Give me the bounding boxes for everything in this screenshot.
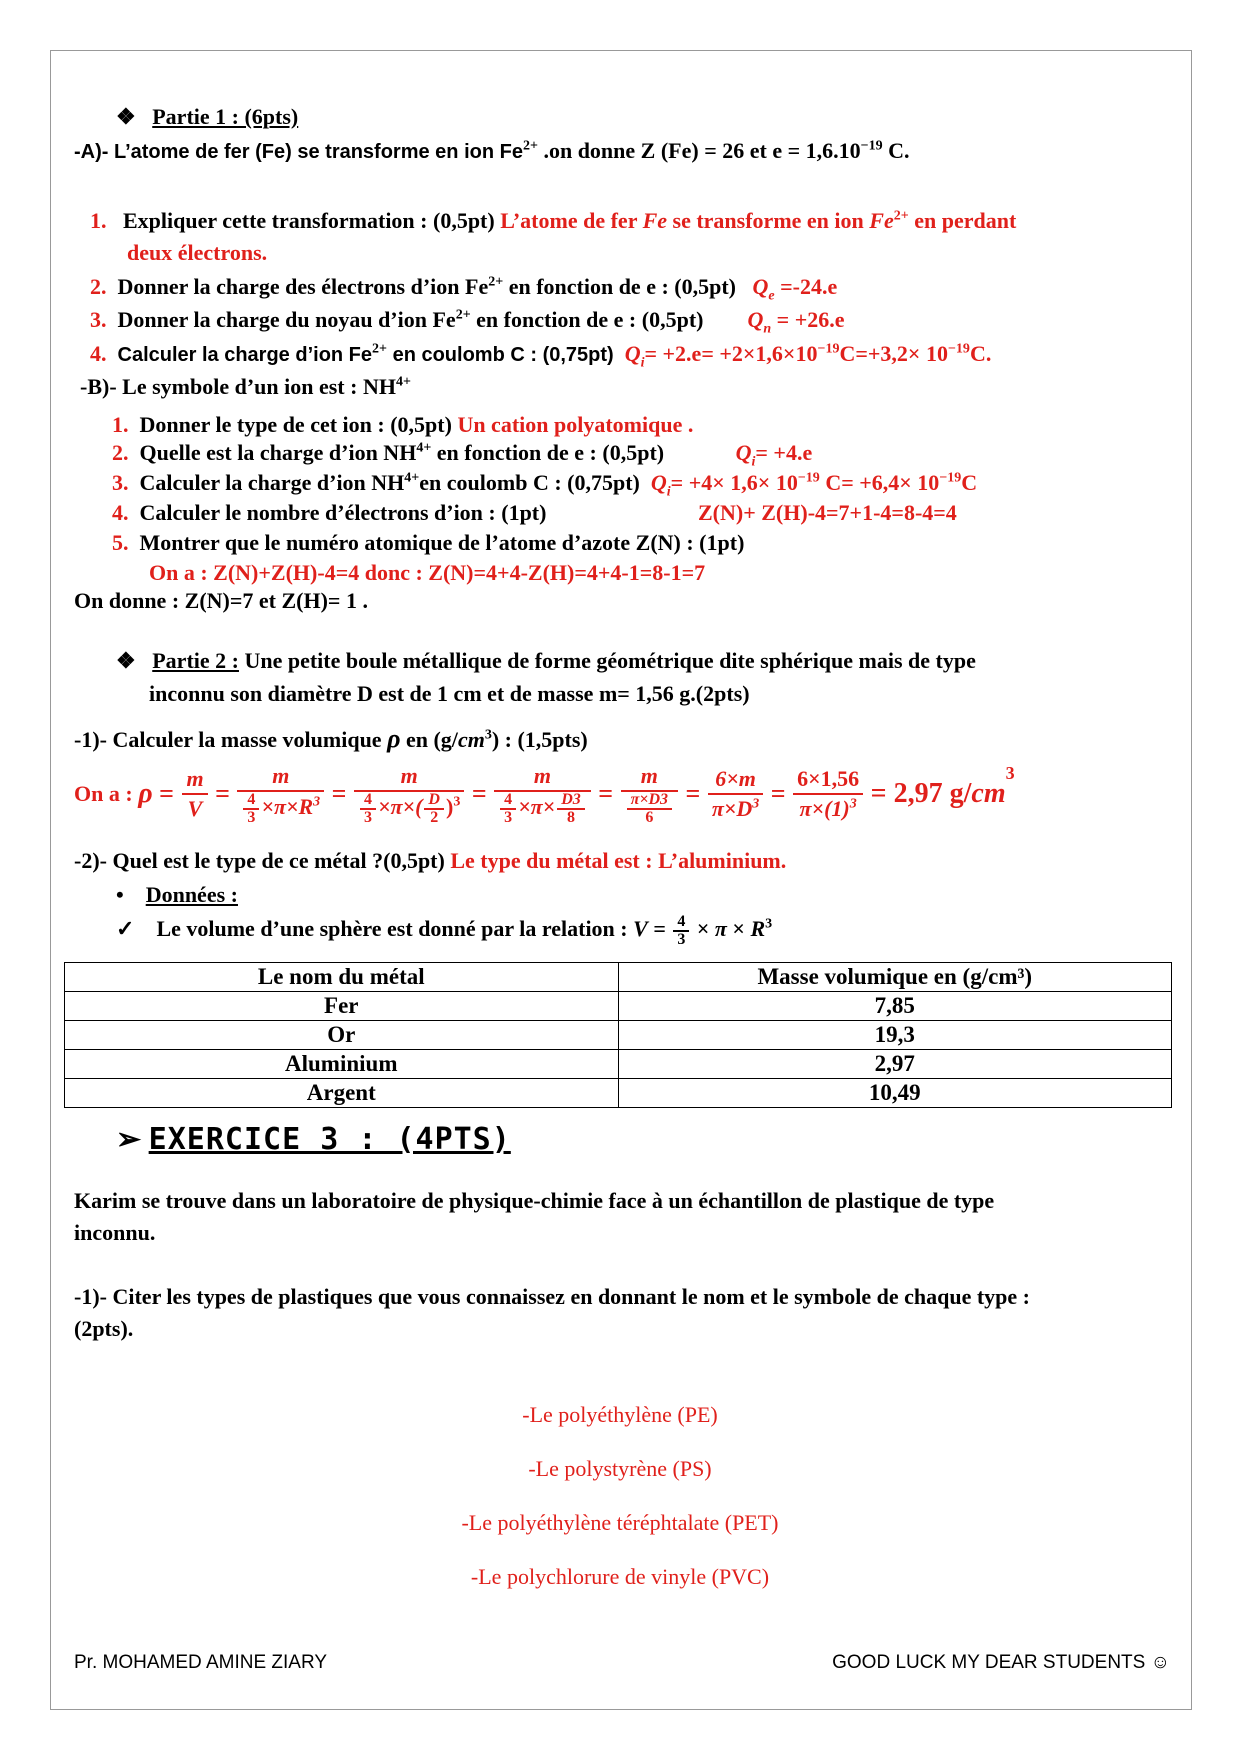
- table-cell: Argent: [65, 1079, 619, 1108]
- table-row: [65, 992, 1172, 1021]
- question-a2: 2. Donner la charge des électrons d’ion $Fe^{2+}$ en fonction de e : (0,5pt) $Q_e =-24.e$: [90, 274, 838, 304]
- density-formula: On a : ρ = $\frac{m}{V}$ = m $\frac{4}{3}$ $\times\pi\times R^3$ = m $\frac{4}{3}$ ×π×( $\frac{D}{2}$ )$^3$ = m $\frac{4}{3}$ ×π× $\frac{D3}{8}$ = $\frac{m}{\frac{\pi\times D3}{6}}$ = $\frac{6\times m}{\pi\times D^3}$ = $\frac{6\times 1,56}{\pi\times(1)^3}$ = 2,97 $g/cm^3$: [74, 763, 1015, 826]
- question-b5: 5. Montrer que le numéro atomique de l’atome d’azote Z(N) : (1pt): [112, 530, 745, 555]
- partie2-intro-line2: inconnu son diamètre D est de 1 cm et de masse m= 1,56 g.(2pts): [149, 681, 750, 706]
- fraction-5: $\frac{m}{\frac{\pi\times D3}{6}}$: [621, 762, 678, 826]
- fraction-7: $\frac{6\times 1,56}{\pi\times(1)^3}$: [793, 765, 863, 823]
- table-row: [65, 1021, 1172, 1050]
- volume-relation: ✓ Le volume d’une sphère est donné par la relation : V = $\frac{4}{3}$ × $\pi \times R^3$: [116, 913, 773, 948]
- fraction-6: $\frac{6\times m}{\pi\times D^3}$: [708, 765, 763, 823]
- arrow-bullet-icon: ➢: [116, 1123, 142, 1156]
- exercice3-q1-line1: -1)- Citer les types de plastiques que vous connaissez en donnant le nom et le symbole de chaque type :: [74, 1284, 1031, 1309]
- question-b2: 2. Quelle est la charge d’ion $NH^{4+}$ en fonction de e : (0,5pt) $Q_i= +4.e$: [112, 440, 813, 470]
- table-cell: 19,3: [618, 1021, 1172, 1050]
- diamond-bullet-icon: ❖: [116, 104, 136, 129]
- question-b3: 3. Calculer la charge d’ion $NH^{4+}en$ coulomb C : (0,75pt) $Q_i= +4\times 1,6\times 10^{-19}$ $C= +6,4\times 10^{-19}C$: [112, 470, 978, 500]
- table-cell: Or: [65, 1021, 619, 1050]
- table-header: Masse volumique en (g/cm³): [618, 963, 1172, 992]
- exercice3-q1-line2: (2pts).: [74, 1316, 134, 1341]
- table-cell: 7,85: [618, 992, 1172, 1021]
- exercice3-intro-line1: Karim se trouve dans un laboratoire de physique-chimie face à un échantillon de plastique de type: [74, 1188, 995, 1213]
- question-b1: 1. Donner le type de cet ion : (0,5pt) Un cation polyatomique .: [112, 412, 694, 437]
- fraction-m-over-v: $\frac{m}{V}$: [182, 765, 207, 823]
- partie2-heading: ❖ Partie 2 : Une petite boule métallique de forme géométrique dite sphérique mais de type: [116, 648, 976, 673]
- partie2-q2: -2)- Quel est le type de ce métal ?(0,5pt) Le type du métal est : L’aluminium.: [74, 848, 787, 873]
- donnees-heading: • Données :: [116, 882, 238, 907]
- question-a3: 3. Donner la charge du noyau d’ion $Fe^{2+}$ en fonction de e : (0,5pt) $Q_n = +26.e$: [90, 307, 845, 337]
- diamond-bullet-icon: ❖: [116, 648, 136, 673]
- on-donne: On donne : Z(N)=7 et Z(H)= 1 .: [74, 588, 368, 613]
- bullet-icon: •: [116, 882, 124, 907]
- table-header-row: [65, 963, 1172, 992]
- plastic-answer: -Le polychlorure de vinyle (PVC): [470, 1564, 770, 1589]
- fraction-4: m $\frac{4}{3}$ ×π× $\frac{D3}{8}$: [494, 762, 591, 826]
- metal-density-table: [64, 962, 1172, 1108]
- fraction-2: m $\frac{4}{3}$ $\times\pi\times R^3$: [237, 762, 324, 826]
- exercice3-intro-line2: inconnu.: [74, 1220, 156, 1245]
- partie1-a-intro: -A)- L’atome de fer (Fe) se transforme en ion $Fe^{2+}$ .on donne Z (Fe) = 26 et $e = 1,6.10^{-19}$ C.: [74, 138, 910, 163]
- footer-author: Pr. MOHAMED AMINE ZIARY: [74, 1652, 328, 1673]
- table-cell: 2,97: [618, 1050, 1172, 1079]
- question-a1: 1. Expliquer cette transformation : (0,5pt) L’atome de fer Fe se transforme en ion $Fe^{2+}$ en perdant: [90, 208, 1017, 233]
- footer-message: GOOD LUCK MY DEAR STUDENTS ☺: [832, 1652, 1170, 1673]
- checkmark-icon: ✓: [116, 916, 135, 942]
- partie1-b-intro: -B)- Le symbole d’un ion est : $NH^{4+}$: [80, 374, 411, 399]
- exercice3-heading: [116, 1122, 511, 1157]
- table-row: [65, 1079, 1172, 1108]
- table-header: Le nom du métal: [65, 963, 619, 992]
- table-cell: 10,49: [618, 1079, 1172, 1108]
- answer-a1-line2: deux électrons.: [127, 240, 268, 265]
- table-row: [65, 1050, 1172, 1079]
- partie1-heading: [116, 104, 298, 130]
- exercice3-title: EXERCICE 3 : (4PTS): [148, 1122, 511, 1157]
- question-b4: 4. Calculer le nombre d’électrons d’ion : (1pt): [112, 500, 547, 525]
- table-cell: Aluminium: [65, 1050, 619, 1079]
- answer-b5: On a : Z(N)+Z(H)-4=4 donc : Z(N)=4+4-Z(H)=4+4-1=8-1=7: [149, 560, 706, 585]
- plastic-answer: -Le polyéthylène téréphtalate (PET): [461, 1510, 779, 1535]
- partie2-q1: -1)- Calculer la masse volumique ρ en $(g/cm^3)$ : (1,5pts): [74, 724, 588, 753]
- table-cell: Fer: [65, 992, 619, 1021]
- fraction-3: m $\frac{4}{3}$ ×π×( $\frac{D}{2}$ )$^3$: [354, 762, 464, 826]
- partie2-title: Partie 2 :: [152, 648, 239, 673]
- plastic-answer: -Le polystyrène (PS): [528, 1456, 712, 1481]
- plastic-answer: -Le polyéthylène (PE): [522, 1402, 718, 1427]
- partie1-title: Partie 1 : (6pts): [152, 104, 299, 129]
- answer-b4: Z(N)+ Z(H)-4=7+1-4=8-4=4: [698, 500, 957, 525]
- question-a4: 4. Calculer la charge d’ion $Fe^{2+}$ en coulomb C : (0,75pt) $Q_i= +2.e= +2\times 1,6\times 10^{-19}C=+3,2\times 10^{-19}C$.: [90, 341, 992, 371]
